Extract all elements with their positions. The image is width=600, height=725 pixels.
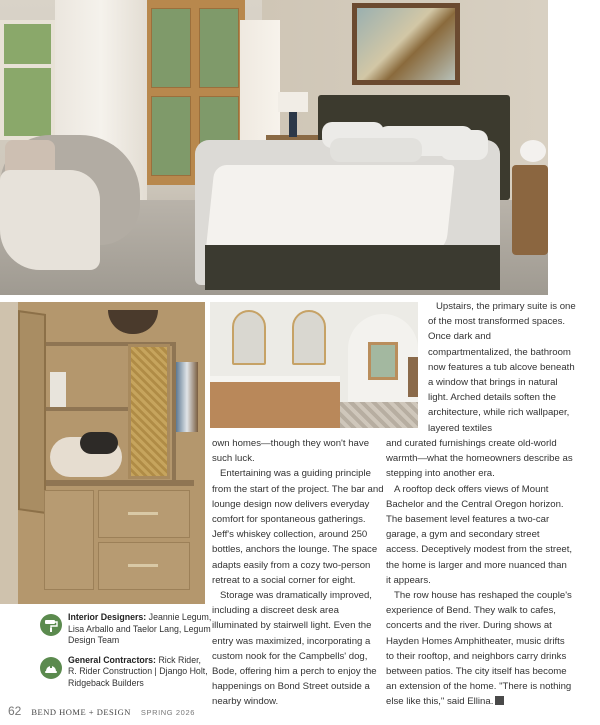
paragraph: The row house has reshaped the couple's experience of Bend. They walk to cafes, concerts and the river. During shows at Hayden Homes Amphitheater, music drifts to their rooftop, and neighbors carry drinks between patios. The city itself has become an extension of the home. "There is nothing else like this," said Ellina. <box>386 590 572 708</box>
article-column-right-top <box>428 299 576 436</box>
bedroom-window <box>0 20 55 140</box>
arched-mirror <box>292 310 326 365</box>
credits <box>40 612 212 698</box>
lamp <box>278 92 308 112</box>
paragraph: Upstairs, the primary suite is one of the most transformed spaces. Once dark and compartmentalized, the bathroom now features a tub alcove beneath a window that brings in natural light. Arched details soften the architecture, while rich wallpaper, layered textiles <box>428 301 576 434</box>
bedroom-photo <box>0 0 548 295</box>
issue-label: SPRING 2026 <box>140 708 195 717</box>
nightstand <box>512 165 548 255</box>
page-number: 62 <box>8 704 22 718</box>
vanity <box>210 382 340 428</box>
arched-mirror <box>232 310 266 365</box>
hard-hat-icon <box>40 657 62 679</box>
bar-lounge-photo <box>0 302 205 604</box>
books <box>50 372 66 407</box>
article-column-middle <box>212 436 384 710</box>
paragraph: A rooftop deck offers views of Mount Bachelor and the Central Oregon horizon. The basement level features a two-car garage, a gym and secondary street access. Deceptively modest from the street, the home is larger and more nuanced than it appears. <box>386 483 573 586</box>
end-mark-icon <box>495 696 504 705</box>
paragraph: Entertaining was a guiding principle from the start of the project. The bar and lounge design now delivers everyday comfort for spontaneous gatherings. Jeff's whiskey collection, around 250 bottles, anchors the lounge. The space adapts easily from a cozy two-person retreat to a social corner for eight. <box>212 468 384 586</box>
bath-window <box>368 342 398 380</box>
credit-general-contractors: General Contractors: Rick Rider, R. Rider Construction | Django Holt, Ridgeback Builders <box>40 655 212 690</box>
cane-cabinet-door <box>128 344 170 479</box>
throw-blanket <box>0 170 100 270</box>
magazine-name: BEND HOME + DESIGN <box>31 707 131 717</box>
paragraph: Storage was dramatically improved, including a discreet desk area illuminated by stairwell light. Even the entry was maximized, incorporating a custom nook for the Campbells' dog, Bode, offering him a perch to enjoy the happenings on Bond Street outside a nearby window. <box>212 590 377 708</box>
cabinet-door-open <box>18 310 46 514</box>
whiskey-bottles <box>176 362 198 432</box>
dog <box>80 432 118 454</box>
painting <box>352 3 460 85</box>
paragraph: and curated furnishings create old-world warmth—what the homeowners describe as stepping into another era. <box>386 438 573 480</box>
credit-interior-designers: Interior Designers: Jeannie Legum, Lisa Arballo and Taelor Lang, Legum Design Team <box>40 612 212 647</box>
article-column-right <box>386 436 574 710</box>
page-footer <box>8 704 195 718</box>
paint-roller-icon <box>40 614 62 636</box>
flowers <box>520 140 546 162</box>
paragraph: own homes—though they won't have such luck. <box>212 438 370 465</box>
bathroom-photo <box>210 302 418 428</box>
